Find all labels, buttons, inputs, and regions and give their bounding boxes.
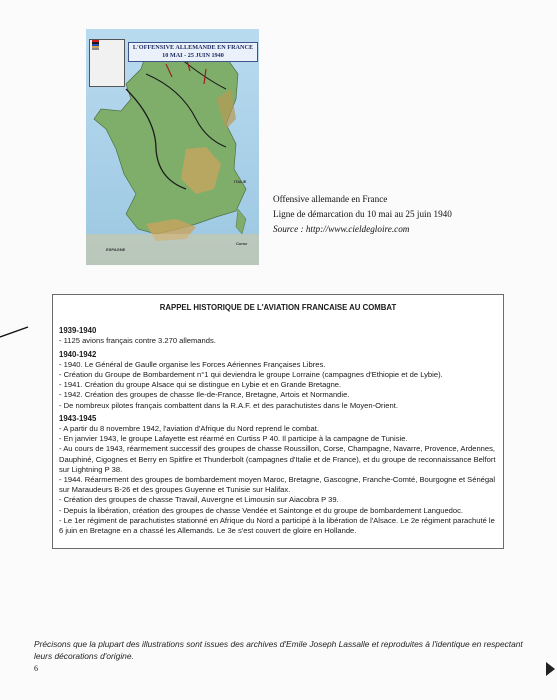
section-line: - Depuis la libération, création des groupes de chasse Vendée et Saintonge et du groupe de bombardement Languedoc. <box>59 505 464 515</box>
map-legend <box>89 39 125 87</box>
section-line: - 1944. Réarmement des groupes de bombardement moyen Maroc, Bretagne, Gascogne, Franche-Comté, Bourgogne et Sénégal sur Maraudeurs B-26 et des groupes Guyenne et Tunisie sur Halifax. <box>59 475 498 495</box>
section-line: - 1941. Création du groupe Alsace qui se distingue en Lybie et en Grande Bretagne. <box>59 380 342 390</box>
section-line: - 1942. Création des groupes de chasse Ile-de-France, Bretagne, Artois et Normandie. <box>59 390 350 400</box>
map-label-spain: ESPAGNE <box>106 247 126 252</box>
map-illustration <box>86 29 259 265</box>
section-line: - Au cours de 1943, réarmement successif des groupes de chasse Roussillon, Corse, Champagne, Navarre, Provence, Ardennes, Dauphiné, Cigognes et Berry en Spitfire et Thunderbolt (campagnes d'Italie et de France), et du groupe de reconnaissance Belfort sur Lightning P 38. <box>59 444 498 474</box>
caption-title: Offensive allemande en France <box>273 194 388 204</box>
caption-subtitle: Ligne de démarcation du 10 mai au 25 juin 1940 <box>273 209 452 219</box>
section-heading: 1943-1945 <box>59 413 97 423</box>
map-label-italy: ITALIE <box>234 179 247 184</box>
footnote: Précisons que la plupart des illustrations sont issues des archives d'Emile Joseph Lassalle et reproduites à l'identique en respectant leurs décorations d'origine. <box>34 639 523 661</box>
section-line: - A partir du 8 novembre 1942, l'aviation d'Afrique du Nord reprend le combat. <box>59 424 319 434</box>
section-line: - De nombreux pilotes français combattent dans la R.A.F. et des parachutistes dans le Moyen-Orient. <box>59 400 398 410</box>
page-number: 6 <box>34 664 38 673</box>
corner-marker-icon <box>544 662 557 676</box>
box-title: RAPPEL HISTORIQUE DE L'AVIATION FRANCAISE AU COMBAT <box>159 303 397 312</box>
section-line: - Création des groupes de chasse Travail, Auvergne et Limousin sur Aiacobra P 39. <box>59 495 339 505</box>
map-label-corsica: Corse <box>236 241 248 246</box>
section-heading: 1940-1942 <box>59 349 97 359</box>
section-heading: 1939-1940 <box>59 326 97 336</box>
map-caption <box>273 192 452 237</box>
map-title-line2: 10 MAI - 25 JUIN 1940 <box>162 52 224 59</box>
history-box <box>52 294 504 549</box>
section-line: - 1940. Le Général de Gaulle organise les Forces Aériennes Françaises Libres. <box>59 359 326 369</box>
left-margin-arrow-icon <box>0 323 30 339</box>
section-line: - 1125 avions français contre 3.270 allemands. <box>59 336 216 346</box>
section-line: - Le 1er régiment de parachutistes stationné en Afrique du Nord a participé à la libération de l'Alsace. Le 2e régiment parachuté le 6 juin en Bretagne en a chassé les Allemands. Le 3e s'est couvert de gloire en Hollande. <box>59 515 497 536</box>
section-line: - En janvier 1943, le groupe Lafayette est réarmé en Curtiss P 40. Il participe à la campagne de Tunisie. <box>59 434 408 444</box>
section-line: - Création du Groupe de Bombardement n°1 qui deviendra le groupe Lorraine (campagnes d'Ethiopie et de Lybie). <box>59 370 443 380</box>
map-title <box>128 42 258 62</box>
map-title-line1: L'OFFENSIVE ALLEMANDE EN FRANCE <box>132 44 254 51</box>
caption-source: Source : http://www.cieldegloire.com <box>273 224 410 234</box>
